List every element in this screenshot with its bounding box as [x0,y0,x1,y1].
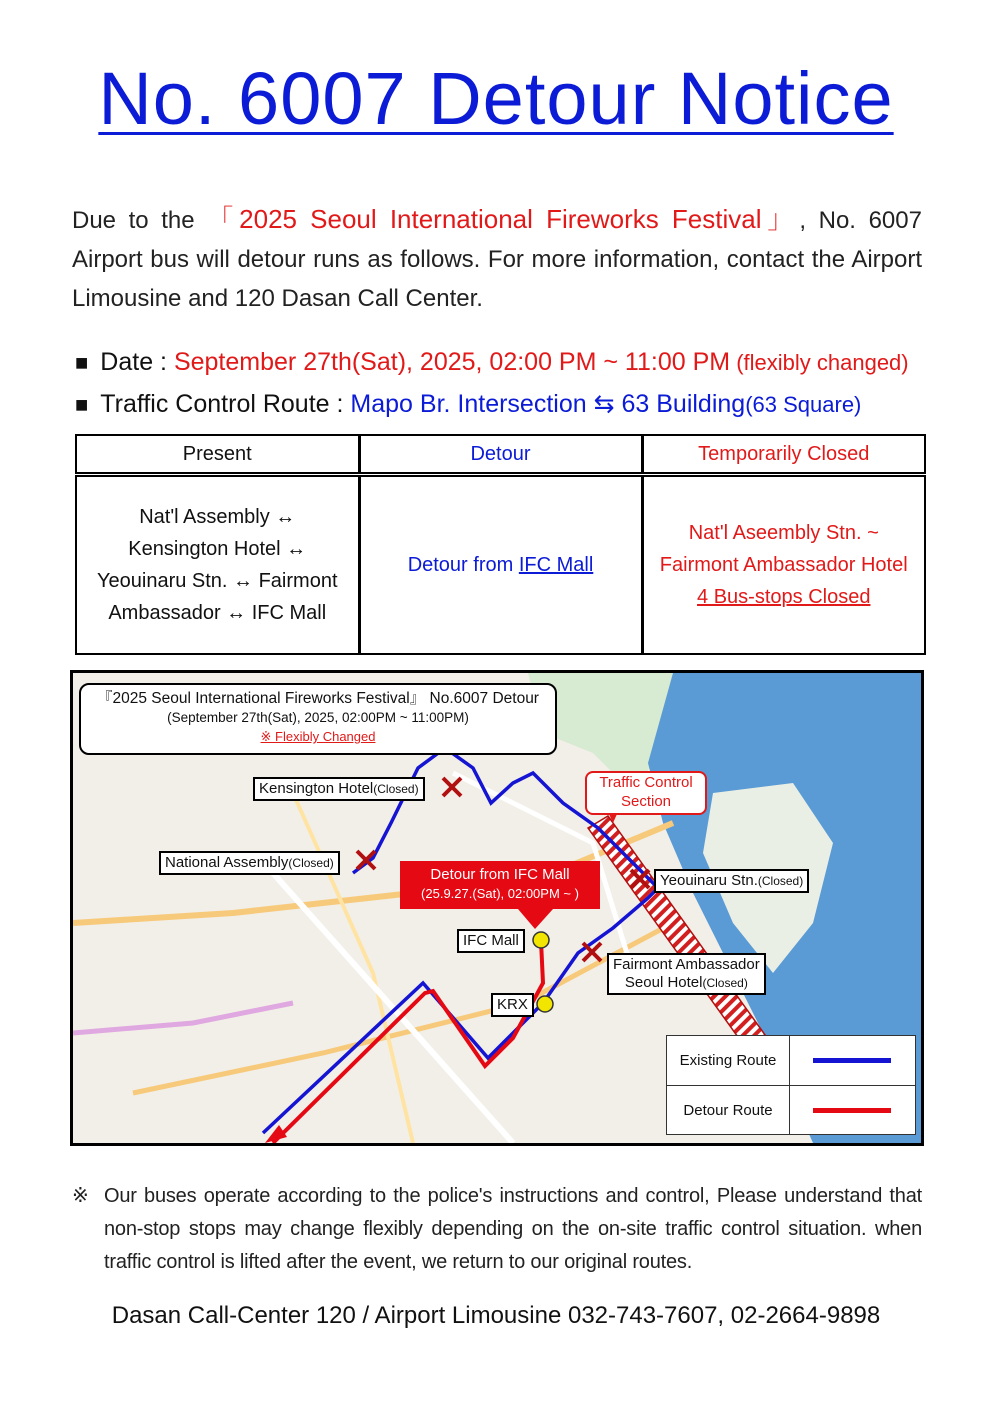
date-label: Date : [100,348,174,376]
closed-stops-count: 4 Bus-stops Closed [697,586,871,608]
traffic-line [75,389,861,419]
detour-callout [400,861,600,909]
label-fairmont: Fairmont Ambassador Seoul Hotel(Closed) [607,953,766,995]
legend-existing [667,1036,915,1085]
traffic-control-label: Traffic Control Section [585,771,707,815]
bullet-icon: ■ [75,350,89,375]
legend-detour-label: Detour Route [667,1086,790,1135]
map-date: (September 27th(Sat), 2025, 02:00PM ~ 11:00PM) [167,710,469,725]
intro-pre: Due to the [72,207,208,234]
detour-link[interactable]: IFC Mall [518,554,594,576]
bullet-icon: ■ [75,392,89,417]
date-value: September 27th(Sat), 2025, 02:00 PM ~ 11:00 PM [173,348,731,376]
legend-existing-label: Existing Route [667,1036,790,1085]
note-mark-icon: ※ [72,1185,89,1207]
detour-text: Detour from [407,554,519,576]
present-line: Ambassador ↔ IFC Mall [108,602,327,624]
intro-paragraph [72,200,922,318]
header-present: Present [76,435,359,475]
label-national-assembly: National Assembly(Closed) [159,851,340,875]
traffic-note: (63 Square) [745,392,862,417]
ifc-mall-stop-icon [533,932,549,948]
detour-callout-date: (25.9.27.(Sat), 02:00PM ~ ) [421,886,579,901]
legend-existing-swatch [813,1058,891,1063]
header-closed: Temporarily Closed [642,435,925,475]
detour-route-cell [359,475,642,655]
date-line [75,348,909,377]
present-line: Nat'l Assembly ↔ [139,506,296,528]
legend-detour-swatch [813,1108,891,1113]
route-map [70,670,924,1146]
intro-post: , No. 6007 Airport bus will detour runs as follows. For more information, contact the Airport Limousine and 120 Dasan Call Center. [72,207,922,312]
contact-footer: Dasan Call-Center 120 / Airport Limousine 032-743-7607, 02-2664-9898 [111,1302,881,1329]
swap-arrows-icon: ⇆ [586,390,622,418]
event-name: 「2025 Seoul International Fireworks Festival」 [207,204,800,234]
page-title: No. 6007 Detour Notice [98,57,894,140]
note-text: Our buses operate according to the police's instructions and control, Please understand that non-stop stops may change flexibly depending on the on-site traffic control situation. when traffic control is lifted after the event, we return to our original routes. [104,1185,922,1273]
label-yeouinaru: Yeouinaru Stn.(Closed) [654,869,809,893]
police-note [72,1180,922,1279]
closed-line: Nat'l Aseembly Stn. ~ [688,522,879,544]
closed-route-cell [642,475,925,655]
label-ifc-mall: IFC Mall [457,929,525,953]
map-legend [666,1035,916,1135]
present-line: Kensington Hotel ↔ [128,538,307,560]
route-table [75,434,926,655]
date-note: (flexibly changed) [730,350,909,375]
map-title: 『2025 Seoul International Fireworks Festival』 No.6007 Detour [97,690,539,707]
header-detour: Detour [359,435,642,475]
label-krx: KRX [491,993,534,1017]
traffic-from: Mapo Br. Intersection [350,390,587,418]
map-title-box [79,683,557,755]
present-line: Yeouinaru Stn. ↔ Fairmont [97,570,338,592]
detour-callout-title: Detour from IFC Mall [430,866,570,883]
present-route-cell [76,475,359,655]
krx-stop-icon [537,996,553,1012]
label-kensington: Kensington Hotel(Closed) [253,777,425,801]
closed-line: Fairmont Ambassador Hotel [659,554,908,576]
map-flexible-note: ※ Flexibly Changed [260,729,376,744]
legend-detour [667,1085,915,1135]
traffic-to: 63 Building [621,390,746,418]
traffic-label: Traffic Control Route : [100,390,351,418]
